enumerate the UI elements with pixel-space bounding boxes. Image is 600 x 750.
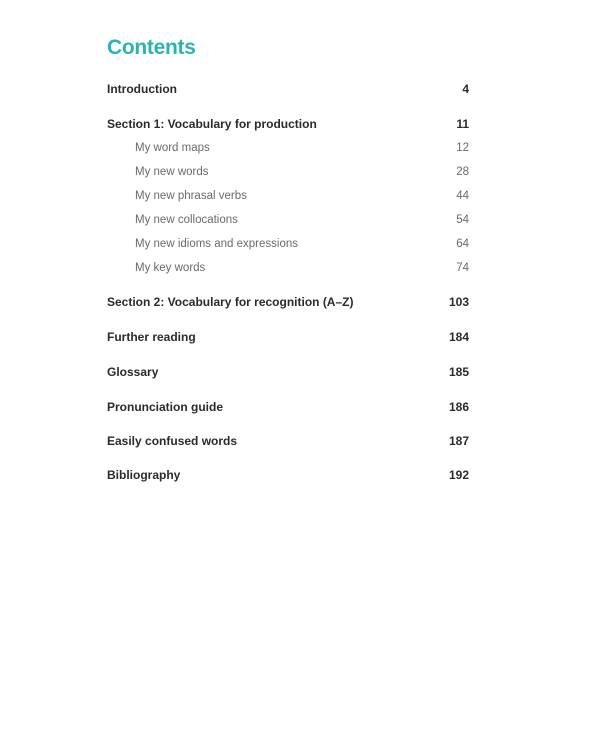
toc-entry-page-number: 185 xyxy=(448,365,469,379)
toc-entry-label: Section 2: Vocabulary for recognition (A–Z) xyxy=(107,295,354,309)
toc-entry-label: Glossary xyxy=(107,365,159,379)
toc-subentry-word-maps[interactable] xyxy=(107,139,469,157)
toc-entry-pronunciation-guide[interactable] xyxy=(107,398,469,416)
toc-entry-label: Section 1: Vocabulary for production xyxy=(107,117,317,131)
toc-subentry-phrasal-verbs[interactable] xyxy=(107,187,469,205)
toc-entry-page-number: 184 xyxy=(448,330,469,344)
toc-subentry-key-words[interactable] xyxy=(107,259,469,277)
toc-entry-page-number: 54 xyxy=(456,214,469,226)
toc-entry-page-number: 192 xyxy=(448,468,469,482)
toc-entry-glossary[interactable] xyxy=(107,363,469,381)
toc-entry-label: Further reading xyxy=(107,330,196,344)
toc-entry-section-2[interactable] xyxy=(107,293,469,311)
toc-entry-page-number: 103 xyxy=(448,295,469,309)
toc-entry-label: Pronunciation guide xyxy=(107,400,223,414)
toc-entry-label: My word maps xyxy=(135,142,210,154)
toc-entry-introduction[interactable] xyxy=(107,80,469,98)
toc-entry-label: My key words xyxy=(135,262,206,274)
toc-entry-label: My new words xyxy=(135,166,209,178)
toc-entry-page-number: 187 xyxy=(448,434,469,448)
toc-entry-bibliography[interactable] xyxy=(107,466,469,484)
toc-entry-label: My new idioms and expressions xyxy=(135,238,298,250)
toc-entry-page-number: 64 xyxy=(456,238,469,250)
toc-entry-page-number: 44 xyxy=(456,190,469,202)
toc-entry-label: Introduction xyxy=(107,82,177,96)
toc-entry-page-number: 74 xyxy=(456,262,469,274)
page-title: Contents xyxy=(107,36,196,59)
toc-entry-label: Bibliography xyxy=(107,468,181,482)
toc-entry-label: My new collocations xyxy=(135,214,238,226)
toc-subentry-collocations[interactable] xyxy=(107,211,469,229)
toc-entry-easily-confused-words[interactable] xyxy=(107,432,469,450)
toc-entry-label: My new phrasal verbs xyxy=(135,190,247,202)
toc-entry-page-number: 12 xyxy=(456,142,469,154)
toc-entry-page-number: 4 xyxy=(462,82,469,96)
toc-entry-page-number: 186 xyxy=(448,400,469,414)
toc-entry-further-reading[interactable] xyxy=(107,328,469,346)
toc-entry-page-number: 11 xyxy=(456,117,469,131)
toc-entry-label: Easily confused words xyxy=(107,434,238,448)
toc-entry-page-number: 28 xyxy=(456,166,469,178)
toc-entry-section-1[interactable] xyxy=(107,115,469,133)
toc-subentry-idioms[interactable] xyxy=(107,235,469,253)
toc-subentry-new-words[interactable] xyxy=(107,163,469,181)
